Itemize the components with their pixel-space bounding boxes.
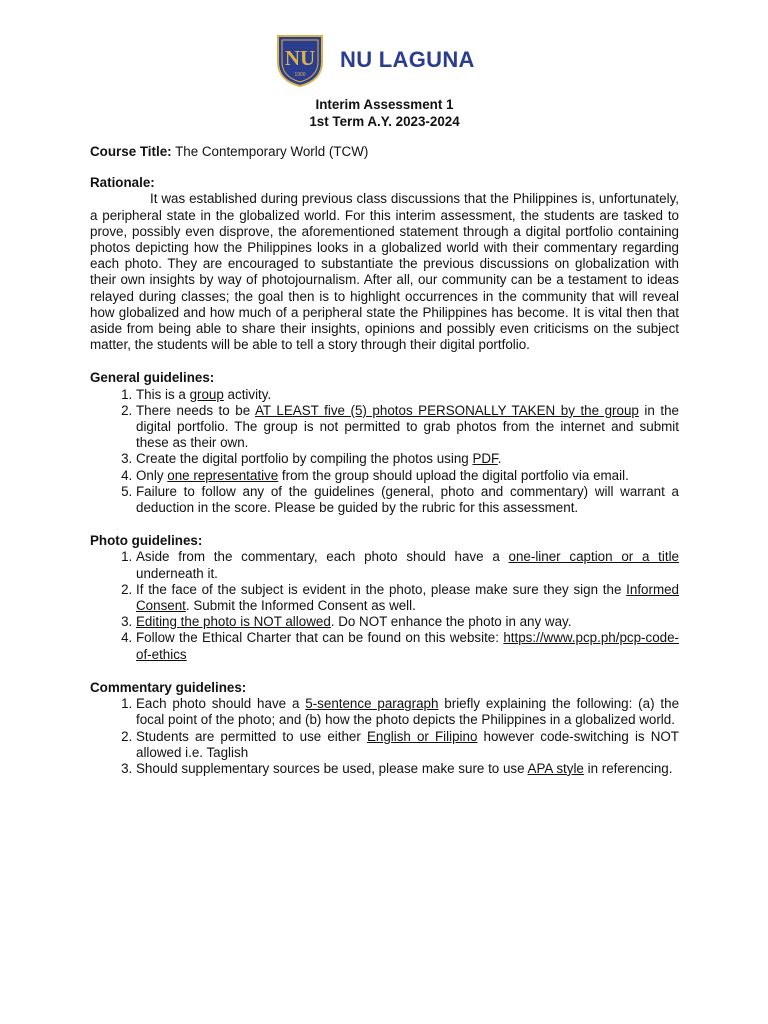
seal-monogram: NU [284,46,316,70]
general-guidelines-heading: General guidelines: [90,370,215,386]
underlined-text: AT LEAST five (5) photos PERSONALLY TAKEN by the group [254,402,639,418]
list-item-text: Only [136,467,168,483]
underlined-text: Informed Consent [136,581,679,614]
list-item-text: Each photo should have a [136,696,306,712]
underlined-text: Editing the photo is NOT allowed [136,614,331,630]
list-item-text: in referencing. [583,760,673,776]
commentary-guidelines-heading: Commentary guidelines: [90,679,247,695]
list-item [136,696,679,728]
underlined-text: group [189,386,224,402]
document-content [90,144,679,794]
list-item-text: Should supplementary sources be used, please make sure to use [136,760,528,776]
list-item-text: Students are permitted to use either [136,728,367,744]
list-item-text: This is a [136,386,190,402]
list-item-text: If the face of the subject is evident in the photo, please make sure they sign the [136,581,627,597]
list-item-text: Follow the Ethical Charter that can be found on this website: [136,630,504,646]
list-item-text: . [497,451,502,467]
list-item [136,484,679,516]
underlined-text: APA style [527,760,584,776]
list-item-text: . Submit the Informed Consent as well. [185,598,416,614]
general-guidelines-list [90,387,679,517]
list-item-text: Create the digital portfolio by compiling the photos using [136,451,473,467]
nu-seal-logo [272,32,328,88]
list-item [136,630,679,662]
underlined-text: 5-sentence paragraph [305,696,439,712]
brand-name: NU LAGUNA [340,46,475,72]
list-item-text: . Do NOT enhance the photo in any way. [330,614,572,630]
list-item-text: briefly explaining the following: (a) the focal point of the photo; and (b) how the photo depicts the Philippines in a globalized world. [136,696,680,728]
underlined-text: PDF [472,451,498,467]
list-item [136,582,679,614]
list-item [136,614,679,630]
list-item-text: underneath it. [136,565,218,581]
assessment-title: Interim Assessment 1 [315,97,454,112]
underlined-text: English or Filipino [366,728,478,744]
photo-guidelines-heading: Photo guidelines: [90,533,203,549]
underlined-text: one representative [167,467,279,483]
term-title: 1st Term A.Y. 2023-2024 [309,114,460,129]
page-header [272,32,475,88]
rationale-heading: Rationale: [90,175,155,191]
course-title-value: The Contemporary World (TCW) [171,144,369,159]
list-item [136,729,679,761]
list-item [136,403,679,452]
list-item-text: Failure to follow any of the guidelines (general, photo and commentary) will warrant a deduction in the score. Please be guided by the rubric for this assessment. [136,483,679,516]
list-item-text: from the group should upload the digital portfolio via email. [278,467,629,483]
rationale-text: It was established during previous class discussions that the Philippines is, unfortunately, a peripheral state in the globalized world. For this interim assessment, the students are tasked to prove, possibly even disprove, the aforementioned statement through a digital portfolio containing photos depicting how the Philippines looks in a globalized world with their commentary regarding each photo. They are encouraged to substantiate the previous discussions on globalization with their own insights by way of photojournalism. After all, our community can be a testament to ideas relayed during classes; the goal then is to highlight occurrences in the community that will reveal how globalized and how much of a peripheral state the Philippines has become. It is vital then that aside from being able to share their insights, opinions and possibly even criticisms on the subject matter, the students will be able to tell a story through their digital portfolio. [90,191,679,353]
list-item [136,451,679,467]
seal-year: 1900 [294,72,306,78]
course-title [90,144,679,160]
list-item [136,468,679,484]
list-item-text: in the digital portfolio. The group is not permitted to grab photos from the internet and submit these as their own. [136,402,679,451]
underlined-text: one-liner caption or a title [508,549,680,565]
list-item-text: There needs to be [136,402,255,418]
list-item-text: activity. [223,386,272,402]
list-item [136,387,679,403]
photo-guidelines-list [90,549,679,662]
list-item-text: Aside from the commentary, each photo should have a [136,549,509,565]
document-titles [90,96,679,130]
course-title-label: Course Title: [90,144,172,159]
commentary-guidelines-list [90,696,679,777]
list-item [136,549,679,581]
list-item-text: however code-switching is NOT allowed i.e. Taglish [136,728,679,760]
list-item [136,761,679,777]
underlined-text: https://www.pcp.ph/pcp-code-of-ethics [136,630,679,662]
